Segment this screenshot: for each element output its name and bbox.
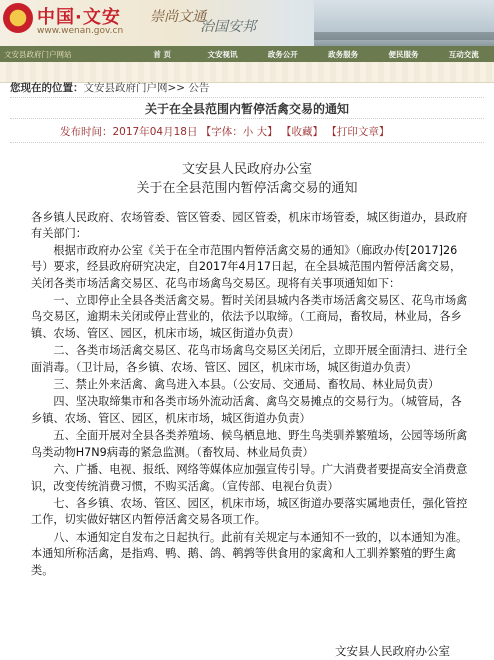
nav-item-gov-services[interactable]: 政务服务	[328, 49, 359, 59]
publish-time-value: 2017年04月18日	[112, 126, 198, 138]
slogan-calligraphy-2: 治国安邦	[200, 19, 256, 35]
slogan-calligraphy-1: 崇尚文通	[150, 9, 206, 25]
paragraph: 四、坚决取缔集市和各类市场外流动活禽、禽鸟交易摊点的交易行为。（城管局，各乡镇、农场、管区、园区，机床市场，城区街道办负责）	[31, 395, 462, 425]
national-emblem-icon: ★	[3, 3, 33, 33]
site-url: www.wenan.gov.cn	[37, 26, 124, 36]
article-body	[31, 210, 468, 579]
breadcrumb	[10, 80, 209, 95]
paragraph: 六、广播、电视、报纸、网络等媒体应加强宣传引导。广大消费者要提高安全消费意识，改变传统消费习惯，不购买活禽。（宣传部、电视台负责）	[31, 463, 468, 493]
nav-item-public-affairs[interactable]: 政务公开	[267, 49, 298, 59]
site-logo-text[interactable]: 中国·文安	[37, 7, 121, 28]
divider	[10, 97, 484, 98]
article-title: 关于在全县范围内暂停活禽交易的通知	[144, 102, 349, 116]
main-nav	[0, 46, 494, 62]
paragraph: 五、全面开展对全县各类养殖场、候鸟栖息地、野生鸟类驯养繁殖场，公园等场所禽鸟类动物H7N9病毒的紧急监测。（畜牧局、林业局负责）	[31, 429, 468, 459]
paragraph: 七、各乡镇、农场、管区、园区，机床市场，城区街道办要落实属地责任，强化管控工作，切实做好辖区内暂停活禽交易各项工作。	[31, 496, 468, 527]
paragraph: 各乡镇人民政府、农场管委、管区管委、园区管委，机床市场管委，城区街道办，县政府有关部门：	[31, 211, 468, 241]
favorite-button[interactable]: 【收藏】	[280, 126, 323, 138]
divider	[10, 142, 484, 143]
paragraph: 三、禁止外来活禽、禽鸟进入本县。（公安局、交通局、畜牧局、林业局负责）	[31, 378, 440, 392]
nav-item-interaction[interactable]: 互动交流	[448, 49, 479, 59]
signature: 文安县人民政府办公室	[335, 644, 450, 658]
nav-item-convenience[interactable]: 便民服务	[388, 49, 419, 59]
font-size-label: 【字体：	[200, 126, 243, 138]
article-meta	[60, 124, 389, 139]
nav-home-link[interactable]: 文安县政府门户网站	[4, 49, 72, 59]
issuing-office: 文安县人民政府办公室	[181, 162, 312, 177]
nav-item-home[interactable]: 首 页	[153, 49, 171, 59]
breadcrumb-path[interactable]: 文安县政府门户网>> 公告	[83, 82, 210, 94]
site-header	[0, 0, 494, 46]
font-small-button[interactable]: 小	[242, 126, 254, 138]
banner-landscape-image	[314, 0, 494, 46]
publish-time-label: 发布时间：	[60, 126, 113, 138]
paragraph: 八、本通知定自发布之日起执行。此前有关规定与本通知不一致的，以本通知为准。本通知所称活禽，是指鸡、鸭、鹅、鸽、鹌鹑等供食用的家禽和人工驯养繁殖的野生禽类。	[31, 530, 468, 577]
paragraph: 根据市政府办公室《关于在全市范围内暂停活禽交易的通知》（廊政办传[2017]26号）要求，经县政府研究决定，自2017年4月17日起，在全县城范围内暂停活禽交易，关闭各类市场活禽交易区、花鸟市场禽鸟交易区。现将有关事项通知如下：	[31, 243, 462, 290]
font-large-button[interactable]: 大	[256, 126, 268, 138]
breadcrumb-label: 您现在的位置：	[10, 82, 84, 94]
divider	[10, 118, 484, 119]
paragraph: 一、立即停止全县各类活禽交易。暂时关闭县城内各类市场活禽交易区、花鸟市场禽鸟交易区，逾期未关闭或停止营业的，依法予以取缔。（工商局，畜牧局，林业局，各乡镇、农场、管区、园区，机床市场，城区街道办负责）	[31, 294, 468, 340]
notice-heading: 关于在全县范围内暂停活禽交易的通知	[136, 181, 358, 196]
print-button[interactable]: 【打印文章】	[326, 126, 390, 138]
font-size-bracket: 】	[267, 126, 278, 138]
nav-item-video[interactable]: 文安视讯	[207, 49, 238, 59]
paragraph: 二、各类市场活禽交易区、花鸟市场禽鸟交易区关闭后，立即开展全面清扫、进行全面消毒。（卫计局，各乡镇、农场、管区、园区，机床市场，城区街道办负责）	[31, 344, 468, 374]
